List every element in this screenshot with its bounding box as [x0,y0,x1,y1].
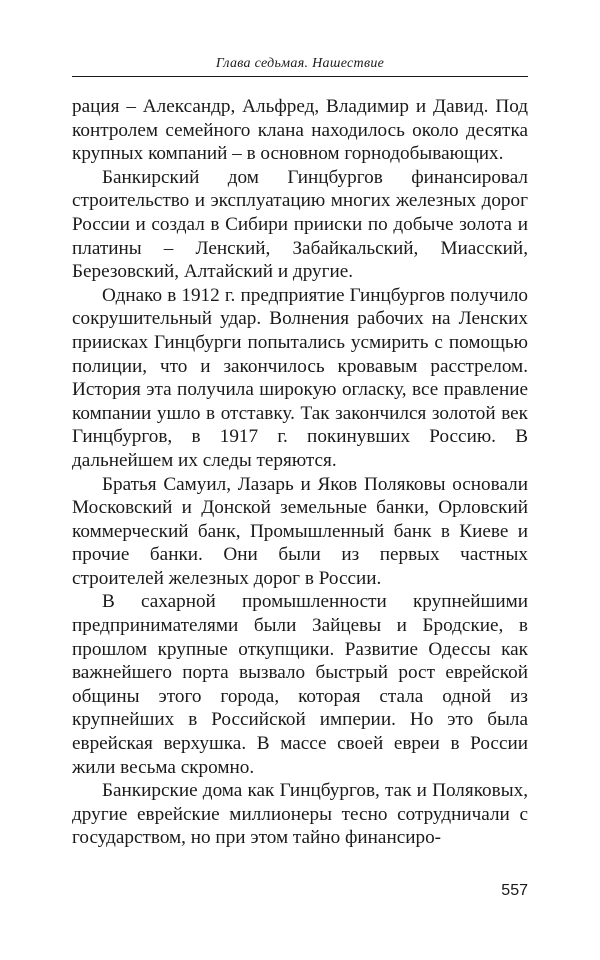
paragraph-1: рация – Александр, Альфред, Владимир и Давид. Под контролем семейного клана находилось около десятка крупных компаний – в основном горнодобывающих. [72,96,528,165]
paragraph-5: В сахарной промышленности крупнейшими предпринимателями были Зайцевы и Бродские, в прошлом крупные откупщики. Развитие Одессы как важнейшего порта вызвало быстрый рост еврейской общины этого города, которая стала одной из крупнейших в Российской империи. Но это была еврейская верхушка. В массе своей евреи в России жили весьма скромно. [72,591,528,778]
book-page [72,56,528,850]
paragraph-4: Братья Самуил, Лазарь и Яков Поляковы основали Московский и Донской земельные банки, Орловский коммерческий банк, Промышленный банк в Киеве и прочие банки. Они были из первых частных строителей железных дорог в России. [72,473,528,589]
paragraph-6: Банкирские дома как Гинцбургов, так и Поляковых, другие еврейские миллионеры тесно сотрудничали с государством, но при этом тайно финансиро- [72,780,528,849]
paragraph-2: Банкирский дом Гинцбургов финансировал строительство и эксплуатацию многих железных дорог России и создал в Сибири прииски по добыче золота и платины – Ленский, Забайкальский, Миасский, Березовский, Алтайский и другие. [72,166,528,283]
page-number: 557 [501,882,528,899]
body-text [72,95,528,850]
running-head: Глава седьмая. Нашествие [72,56,528,77]
paragraph-3: Однако в 1912 г. предприятие Гинцбургов получило сокрушительный удар. Волнения рабочих на Ленских приисках Гинцбурги попытались усмирить с помощью полиции, что и закончилось кровавым расстрелом. История эта получила широкую огласку, все правление компании ушло в отставку. Так закончился золотой век Гинцбургов, в 1917 г. покинувших Россию. В дальнейшем их следы теряются. [72,284,528,471]
